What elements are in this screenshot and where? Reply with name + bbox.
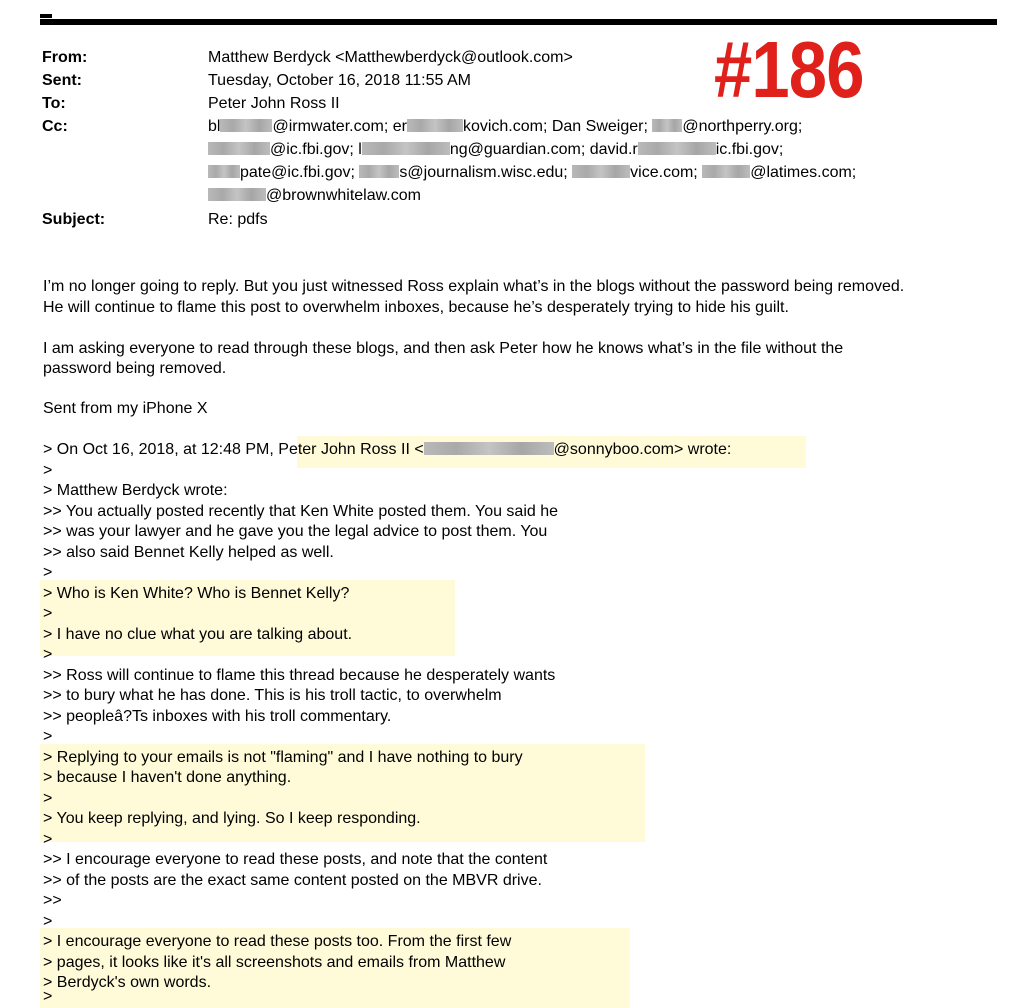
quote-line: > I encourage everyone to read these posts too. From the first few (43, 933, 512, 950)
cc-text: s@journalism.wisc.edu; (399, 164, 568, 181)
sent-value: Tuesday, October 16, 2018 11:55 AM (208, 72, 471, 89)
quote-line: > (43, 728, 53, 745)
quote-line: >> Ross will continue to flame this thread because he desperately wants (43, 667, 556, 684)
quote-line: >> to bury what he has done. This is his troll tactic, to overwhelm (43, 687, 502, 704)
sent-label: Sent: (42, 72, 82, 89)
redaction-block (424, 442, 554, 455)
quote-line: > Who is Ken White? Who is Bennet Kelly? (43, 585, 350, 602)
quote-line: > Berdyck's own words. (43, 974, 212, 991)
subject-label: Subject: (42, 211, 106, 228)
quote-line: > (43, 913, 53, 930)
top-rule-tick (40, 14, 52, 18)
quote-line: >> was your lawyer and he gave you the legal advice to post them. You (43, 523, 548, 540)
quote-text: > On Oct 16, 2018, at 12:48 PM, (43, 441, 274, 458)
quote-line: > (43, 988, 53, 1005)
quote-line: > You keep replying, and lying. So I keep responding. (43, 810, 421, 827)
signature-line: Sent from my iPhone X (43, 400, 208, 417)
quote-line: > (43, 605, 53, 622)
redaction-block (638, 142, 716, 155)
quote-line: >> also said Bennet Kelly helped as well. (43, 544, 334, 561)
cc-text: pate@ic.fbi.gov; (240, 164, 355, 181)
quote-line: >> (43, 892, 62, 909)
quote-line: > (43, 831, 53, 848)
cc-text: ng@guardian.com; david.r (449, 141, 638, 158)
cc-text: @brownwhitelaw.com (266, 187, 421, 204)
cc-line-3 (208, 162, 856, 184)
cc-text: @latimes.com; (750, 164, 857, 181)
body-paragraph-2-line-1: I am asking everyone to read through these blogs, and then ask Peter how he knows what’s in the file without the (43, 340, 844, 357)
redaction-block (407, 119, 463, 132)
quote-line: > (43, 462, 53, 479)
quote-line: >> of the posts are the exact same content posted on the MBVR drive. (43, 872, 542, 889)
subject-value: Re: pdfs (208, 211, 268, 228)
quote-line: > Matthew Berdyck wrote: (43, 482, 228, 499)
redaction-block (702, 165, 750, 178)
cc-text: @northperry.org; (682, 118, 803, 135)
redaction-block (572, 165, 630, 178)
body-paragraph-1-line-1: I’m no longer going to reply. But you just witnessed Ross explain what’s in the blogs without the password being removed. (43, 278, 905, 295)
to-label: To: (42, 95, 66, 112)
body-paragraph-1-line-2: He will continue to flame this post to overwhelm inboxes, because he’s desperately trying to hide his guilt. (43, 299, 789, 316)
quote-line: >> peopleâ?Ts inboxes with his troll commentary. (43, 708, 392, 725)
from-value: Matthew Berdyck <Matthewberdyck@outlook.com> (208, 49, 573, 66)
quote-text: @sonnyboo.com> wrote: (553, 441, 732, 458)
cc-text: bl (208, 118, 221, 135)
cc-label: Cc: (42, 118, 68, 135)
redaction-block (359, 165, 399, 178)
cc-text: @irmwater.com; er (272, 118, 407, 135)
quote-line: > (43, 790, 53, 807)
redaction-block (208, 142, 270, 155)
redaction-block (220, 119, 272, 132)
cc-line-2 (208, 139, 783, 161)
cc-line-1 (208, 116, 802, 138)
quote-line: > pages, it looks like it's all screenshots and emails from Matthew (43, 954, 506, 971)
cc-line-4 (208, 185, 421, 207)
quote-line: > because I haven't done anything. (43, 769, 292, 786)
cc-text: vice.com; (630, 164, 698, 181)
body-paragraph-2-line-2: password being removed. (43, 360, 227, 377)
cc-text: kovich.com; Dan Sweiger; (462, 118, 648, 135)
redaction-block (208, 188, 266, 201)
to-value: Peter John Ross II (208, 95, 340, 112)
quote-line: > (43, 646, 53, 663)
document-number-stamp: #186 (714, 25, 864, 114)
redaction-block (652, 119, 682, 132)
quote-line: >> I encourage everyone to read these posts, and note that the content (43, 851, 548, 868)
redaction-block (208, 165, 240, 178)
from-label: From: (42, 49, 88, 66)
quote-intro-line (43, 440, 731, 461)
redaction-block (362, 142, 450, 155)
quote-line: > I have no clue what you are talking about. (43, 626, 353, 643)
quote-line: > (43, 564, 53, 581)
quote-line: > Replying to your emails is not "flaming" and I have nothing to bury (43, 749, 523, 766)
cc-text: @ic.fbi.gov; l (270, 141, 362, 158)
quote-text: Peter John Ross II < (278, 441, 424, 458)
cc-text: ic.fbi.gov; (715, 141, 784, 158)
quote-line: >> You actually posted recently that Ken White posted them. You said he (43, 503, 559, 520)
